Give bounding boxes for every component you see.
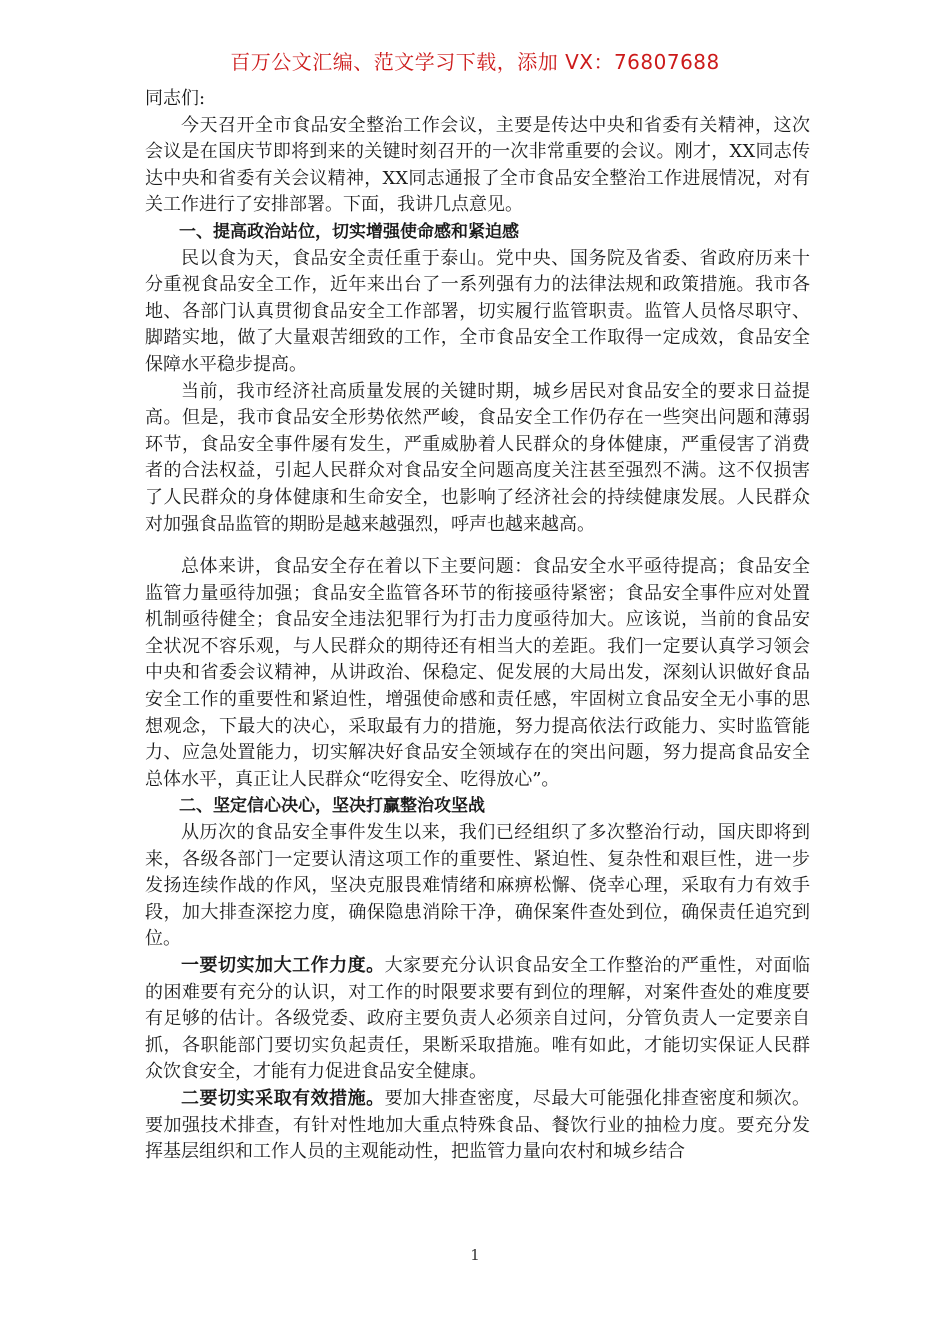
paragraph-lead: 一要切实加大工作力度。 bbox=[181, 955, 385, 976]
section-heading-2: 二、坚定信心决心，坚决打赢整治攻坚战 bbox=[179, 796, 485, 817]
paragraph-intro: 今天召开全市食品安全整治工作会议，主要是传达中央和省委有关精神，这次会议是在国庆节即将到来的关键时刻召开的一次非常重要的会议。刚才，XX同志传达中央和省委有关会议精神，XX同志通报了全市食品安全整治工作进展情况，对有关工作进行了安排部署。下面，我讲几点意见。 bbox=[145, 114, 810, 216]
page-number: 1 bbox=[470, 1246, 480, 1264]
paragraph: 从历次的食品安全事件发生以来，我们已经组织了多次整治行动，国庆即将到来，各级各部门一定要认清这项工作的重要性、紧迫性、复杂性和艰巨性，进一步发扬连续作战的作风，坚决克服畏难情绪和麻痹松懈、侥幸心理，采取有力有效手段，加大排查深挖力度，确保隐患消除干净，确保案件查处到位，确保责任追究到位。 bbox=[145, 822, 810, 950]
paragraph: 当前，我市经济社高质量发展的关键时期，城乡居民对食品安全的要求日益提高。但是，我市食品安全形势依然严峻，食品安全工作仍存在一些突出问题和薄弱环节，食品安全事件屡有发生，严重威胁着人民群众的身体健康，严重侵害了消费者的合法权益，引起人民群众对食品安全问题高度关注甚至强烈不满。这不仅损害了人民群众的身体健康和生命安全，也影响了经济社会的持续健康发展。人民群众对加强食品监管的期盼是越来越强烈，呼声也越来越高。 bbox=[145, 380, 810, 535]
paragraph-body: 大家要充分认识食品安全工作整治的严重性，对面临的困难要有充分的认识，对工作的时限要求要有到位的理解，对案件查处的难度要有足够的估计。各级党委、政府主要负责人必须亲自过问，分管负责人一定要亲自抓，各职能部门要切实负起责任，果断采取措施。唯有如此，才能切实保证人民群众饮食安全，才能有力促进食品安全健康。 bbox=[145, 955, 811, 1083]
document-body bbox=[145, 86, 810, 1166]
watermark-banner: 百万公文汇编、范文学习下载，添加 VX：76807688 bbox=[230, 50, 720, 74]
salutation: 同志们: bbox=[145, 88, 206, 109]
paragraph-body: 要加大排查密度，尽最大可能强化排查密度和频次。要加强技术排查，有针对性地加大重点特殊食品、餐饮行业的抽检力度。要充分发挥基层组织和工作人员的主观能动性，把监管力量向农村和城乡结合 bbox=[145, 1087, 811, 1163]
paragraph bbox=[145, 1086, 810, 1166]
paragraph-lead: 二要切实采取有效措施。 bbox=[181, 1087, 385, 1109]
paragraph: 总体来讲，食品安全存在着以下主要问题：食品安全水平亟待提高；食品安全监管力量亟待加强；食品安全监管各环节的衔接亟待紧密；食品安全事件应对处置机制亟待健全；食品安全违法犯罪行为打击力度亟待加大。应该说，当前的食品安全状况不容乐观，与人民群众的期待还有相当大的差距。我们一定要认真学习领会中央和省委会议精神，从讲政治、保稳定、促发展的大局出发，深刻认识做好食品安全工作的重要性和紧迫性，增强使命感和责任感，牢固树立食品安全无小事的思想观念，下最大的决心，采取最有力的措施，努力提高依法行政能力、实时监管能力、应急处置能力，切实解决好食品安全领域存在的突出问题，努力提高食品安全总体水平，真正让人民群众“吃得安全、吃得放心”。 bbox=[145, 556, 810, 790]
section-heading-1: 一、提高政治站位，切实增强使命感和紧迫感 bbox=[179, 221, 519, 242]
paragraph: 民以食为天，食品安全责任重于泰山。党中央、国务院及省委、省政府历来十分重视食品安全工作，近年来出台了一系列强有力的法律法规和政策措施。我市各地、各部门认真贯彻食品安全工作部署，切实履行监管职责。监管人员恪尽职守、脚踏实地，做了大量艰苦细致的工作，全市食品安全工作取得一定成效，食品安全保障水平稳步提高。 bbox=[145, 247, 810, 375]
paragraph bbox=[145, 953, 810, 1086]
